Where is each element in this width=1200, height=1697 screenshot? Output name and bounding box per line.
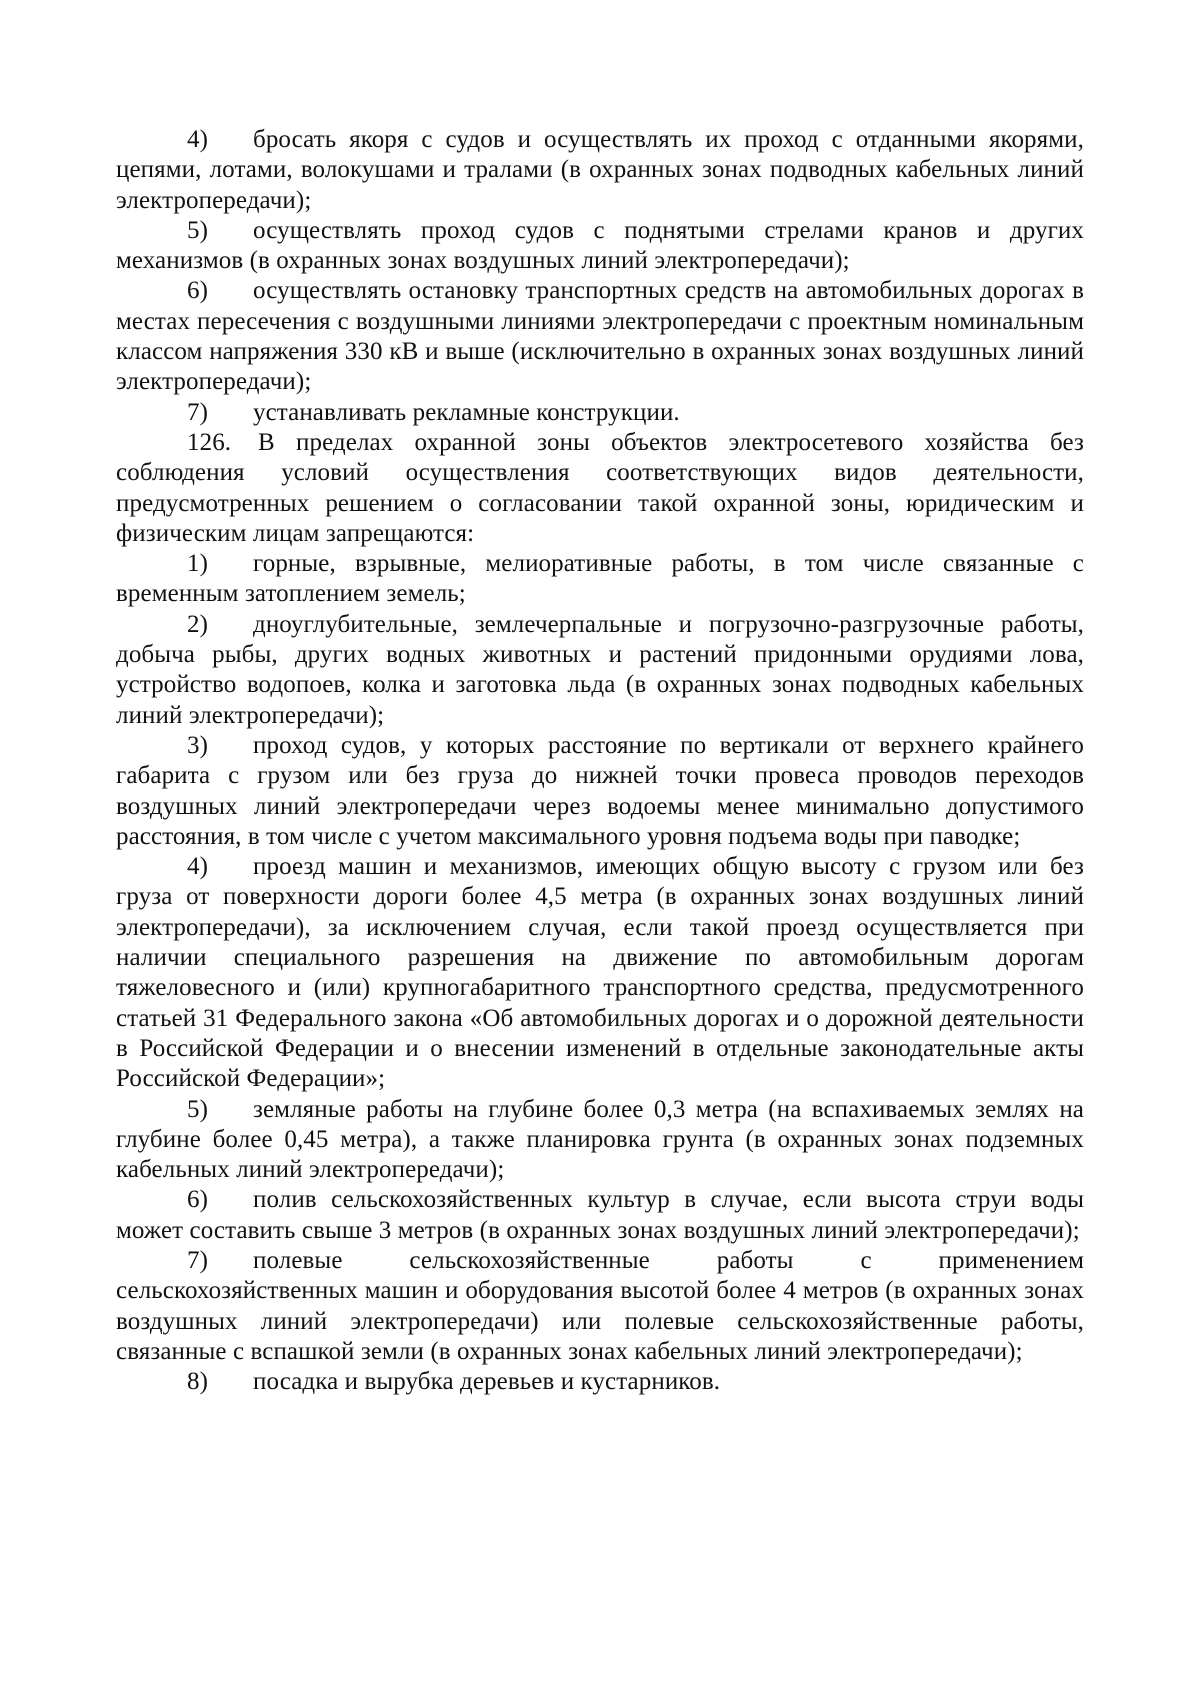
clause-number: 126. (187, 428, 232, 456)
item-text: бросать якоря с судов и осуществлять их проход с отданными якорями, цепями, лотами, волокушами и тралами (в охранных зонах подводных кабельных линий электропередачи); (116, 126, 1084, 214)
item-text: осуществлять остановку транспортных средств на автомобильных дорогах в местах пересечения с воздушными линиями электропередачи с проектным номинальным классом напряжения 330 кВ и выше (исключительно в охранных зонах воздушных линий электропередачи); (116, 277, 1084, 396)
item-number: 6) (187, 277, 209, 305)
item-number: 3) (187, 731, 209, 759)
item-text: земляные работы на глубине более 0,3 метра (на вспахиваемых землях на глубине более 0,45 метра), а также планировка грунта (в охранных зонах подземных кабельных линий электропередачи); (116, 1095, 1084, 1184)
item-text: посадка и вырубка деревьев и кустарников. (253, 1368, 721, 1396)
list-item (116, 398, 1084, 428)
item-number: 6) (187, 1186, 209, 1214)
list-item (116, 1367, 1084, 1397)
clause-text: В пределах охранной зоны объектов электросетевого хозяйства без соблюдения условий осуществления соответствующих видов деятельности, предусмотренных решением о согласовании такой охранной зоны, юридическим и физическим лицам запрещаются: (116, 428, 1084, 547)
item-number: 7) (187, 1246, 209, 1274)
document-page (116, 125, 1084, 1397)
item-number: 1) (187, 550, 209, 578)
list-item (116, 1246, 1084, 1367)
item-text: полевые сельскохозяйственные работы с применением сельскохозяйственных машин и оборудования высотой более 4 метров (в охранных зонах воздушных линий электропередачи) или полевые сельскохозяйственные работы, связанные с вспашкой земли (в охранных зонах кабельных линий электропередачи); (116, 1246, 1084, 1365)
item-text: осуществлять проход судов с поднятыми стрелами кранов и других механизмов (в охранных зонах воздушных линий электропередачи); (116, 216, 1084, 275)
item-text: устанавливать рекламные конструкции. (253, 398, 680, 426)
list-item (116, 216, 1084, 277)
item-number: 4) (187, 126, 209, 153)
item-text: горные, взрывные, мелиоративные работы, в том числе связанные с временным затоплением земель; (116, 550, 1084, 608)
item-number: 7) (187, 398, 209, 426)
list-item (116, 731, 1084, 852)
item-number: 5) (187, 1095, 209, 1123)
item-text: полив сельскохозяйственных культур в случае, если высота струи воды может составить свыше 3 метров (в охранных зонах воздушных линий электропередачи); (116, 1186, 1084, 1244)
list-item (116, 125, 1084, 216)
list-item (116, 276, 1084, 397)
item-number: 8) (187, 1368, 209, 1396)
list-item (116, 1095, 1084, 1186)
item-text: дноуглубительные, землечерпальные и погрузочно-разгрузочные работы, добыча рыбы, других водных животных и растений придонными орудиями лова, устройство водопоев, колка и заготовка льда (в охранных зонах подводных кабельных линий электропередачи); (116, 610, 1084, 729)
item-text: проход судов, у которых расстояние по вертикали от верхнего крайнего габарита с грузом или без груза до нижней точки провеса проводов переходов воздушных линий электропередачи через водоемы менее минимально допустимого расстояния, в том числе с учетом максимального уровня подъема воды при паводке; (116, 731, 1084, 850)
list-item (116, 852, 1084, 1094)
list-item (116, 1185, 1084, 1246)
item-number: 5) (187, 216, 209, 244)
list-item (116, 549, 1084, 610)
list-item (116, 610, 1084, 731)
item-number: 2) (187, 610, 209, 638)
clause-paragraph (116, 428, 1084, 549)
item-number: 4) (187, 853, 209, 881)
item-text: проезд машин и механизмов, имеющих общую высоту с грузом или без груза от поверхности дороги более 4,5 метра (в охранных зонах воздушных линий электропередачи), за исключением случая, если такой проезд осуществляется при наличии специального разрешения на движение по автомобильным дорогам тяжеловесного и (или) крупногабаритного транспортного средства, предусмотренного статьей 31 Федерального закона «Об автомобильных дорогах и о дорожной деятельности в Российской Федерации и о внесении изменений в отдельные законодательные акты Российской Федерации»; (116, 853, 1084, 1093)
